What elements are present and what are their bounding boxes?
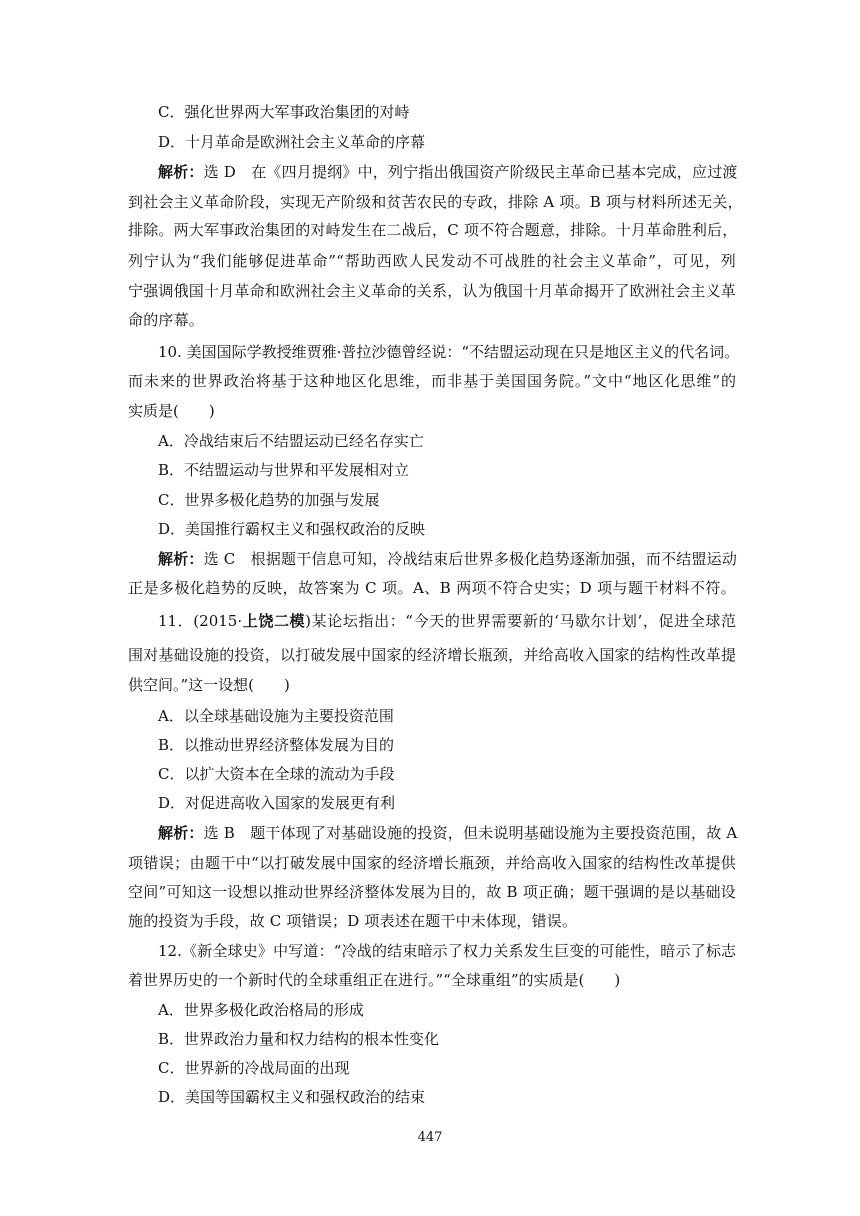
page-number: 447 <box>417 1130 443 1145</box>
q11-option-c: C．以扩大资本在全球的流动为手段 <box>158 765 395 783</box>
q11-analysis-line: 空间”可知这一设想以推动世界经济整体发展为目的，故 B 项正确；题干强调的是以基础设 <box>128 883 736 901</box>
q9-analysis-line: 排除。两大军事政治集团的对峙发生在二战后，C 项不符合题意，排除。十月革命胜利后， <box>128 221 738 239</box>
analysis-label: 解析： <box>158 163 204 181</box>
q9-analysis-line: 解析：选 D 在《四月提纲》中，列宁指出俄国资产阶级民主革命已基本完成，应过渡 <box>158 163 738 181</box>
q11-analysis-line: 解析：选 B 题干体现了对基础设施的投资，但未说明基础设施为主要投资范围，故 A <box>158 824 738 842</box>
q12-option-d: D．美国等国霸权主义和强权政治的结束 <box>158 1088 426 1106</box>
q11-source: 上饶二模 <box>242 612 306 630</box>
q10-option-c: C．世界多极化趋势的加强与发展 <box>158 491 380 509</box>
q11-analysis-line: 项错误；由题干中“以打破发展中国家的经济增长瓶颈，并给高收入国家的结构性改革提供 <box>128 854 736 872</box>
q11-option-a: A．以全球基础设施为主要投资范围 <box>158 707 394 725</box>
q11-option-d: D．对促进高收入国家的发展更有利 <box>158 794 396 812</box>
q11-option-b: B．以推动世界经济整体发展为目的 <box>158 736 395 754</box>
q11-stem-line: 围对基础设施的投资，以打破发展中国家的经济增长瓶颈，并给高收入国家的结构性改革提 <box>128 646 736 664</box>
q12-stem-line: 着世界历史的一个新时代的全球重组正在进行。”“全球重组”的实质是( ) <box>128 971 621 989</box>
q10-stem-line: 10. 美国国际学教授维贾雅·普拉沙德曾经说：“不结盟运动现在只是地区主义的代名词。 <box>158 343 740 361</box>
q10-option-d: D．美国推行霸权主义和强权政治的反映 <box>158 520 426 538</box>
q9-analysis-line: 命的序幕。 <box>128 311 205 329</box>
q9-option-d: D．十月革命是欧洲社会主义革命的序幕 <box>158 133 426 151</box>
q9-analysis-line: 宁强调俄国十月革命和欧洲社会主义革命的关系，认为俄国十月革命揭开了欧洲社会主义革 <box>128 282 737 300</box>
q10-stem-line: 而未来的世界政治将基于这种地区化思维，而非基于美国国务院。”文中“地区化思维”的 <box>128 372 736 390</box>
q11-stem-line: 11．(2015·上饶二模)某论坛指出：“今天的世界需要新的‘马歇尔计划’，促进全球范 <box>158 612 736 630</box>
q11-analysis-line: 施的投资为手段，故 C 项错误；D 项表述在题干中未体现，错误。 <box>128 912 578 930</box>
q9-analysis-line: 到社会主义革命阶段，实现无产阶级和贫苦农民的专政，排除 A 项。B 项与材料所述无关， <box>128 193 743 211</box>
q12-option-a: A．世界多极化政治格局的形成 <box>158 1001 364 1019</box>
analysis-label: 解析： <box>158 550 204 568</box>
q12-option-c: C．世界新的冷战局面的出现 <box>158 1059 350 1077</box>
q11-stem-line: 供空间。”这一设想( ) <box>128 676 290 694</box>
q10-analysis-line: 正是多极化趋势的反映，故答案为 C 项。A、B 两项不符合史实；D 项与题干材料不符。 <box>128 579 736 597</box>
q10-analysis-line: 解析：选 C 根据题干信息可知，冷战结束后世界多极化趋势逐渐加强，而不结盟运动 <box>158 550 738 568</box>
q9-analysis-line: 列宁认为“我们能够促进革命”“帮助西欧人民发动不可战胜的社会主义革命”，可见，列 <box>128 252 736 270</box>
analysis-label: 解析： <box>158 824 204 842</box>
q12-stem-line: 12.《新全球史》中写道：“冷战的结束暗示了权力关系发生巨变的可能性，暗示了标志 <box>158 942 736 960</box>
q9-option-c: C．强化世界两大军事政治集团的对峙 <box>158 103 410 121</box>
q10-option-b: B．不结盟运动与世界和平发展相对立 <box>158 461 410 479</box>
q10-stem-line: 实质是( ) <box>128 402 215 420</box>
q12-option-b: B．世界政治力量和权力结构的根本性变化 <box>158 1030 440 1048</box>
q10-option-a: A．冷战结束后不结盟运动已经名存实亡 <box>158 432 424 450</box>
